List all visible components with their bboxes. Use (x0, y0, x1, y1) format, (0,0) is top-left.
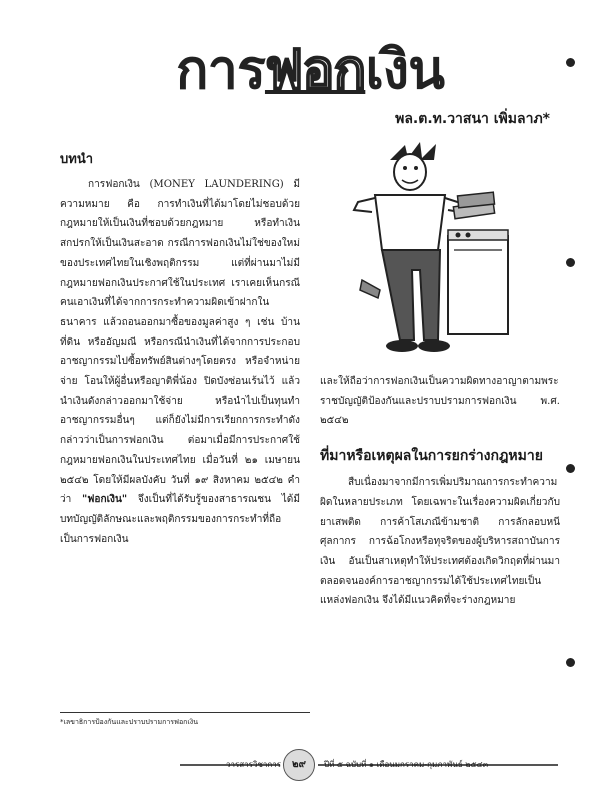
intro-text-lead: การฟอกเงิน (MONEY LAUNDERING) มีความหมาย คือ การทำเงินที่ได้มาโดยไม่ชอบด้วยกฎหมายให้เป็นเงินที่ชอบด้วยกฎหมาย หรือทำเงินสกปรกให้เป็นเงินสะอาด กรณีการฟอกเงินไม่ใช่ของใหม่ของประเทศไทยในเชิงพฤติกรรม แต่ที่ผ่านมาไม่มีกฎหมายฟอกเงินประกาศใช้ในประเทศ เราเคยเห็นกรณีคนเอาเงินที่ได้จากการกระทำความผิดเข้าฝากในธนาคาร แล้วถอนออกมาซื้อของมูลค่าสูง ๆ เช่น บ้าน ที่ดิน หรืออัญมณี หรือกรณีนำเงินที่ได้จากการประกอบอาชญากรรมไปซื้อทรัพย์สินต่างๆโดยตรง หรือจำหน่าย จ่าย โอนให้ผู้อื่นหรือญาติพี่น้อง ปิดบังซ่อนเร้นไว้ แล้วนำเงินดังกล่าวออกมาใช้จ่าย หรือนำไปเป็นทุนทำอาชญากรรมอื่นๆ แต่ก็ยังไม่มีการเรียกการกระทำดังกล่าวว่าเป็นการฟอกเงิน ต่อมาเมื่อมีการประกาศใช้กฎหมายฟอกเงินในประเทศไทย เมื่อวันที่ ๒๑ เมษายน ๒๕๔๒ โดยให้มีผลบังคับ วันที่ ๑๙ สิงหาคม ๒๕๔๒ คำว่า (60, 179, 300, 506)
page-footer (180, 752, 560, 776)
corner-dot-icon (566, 58, 575, 67)
section-text: สืบเนื่องมาจากมีการเพิ่มปริมาณการกระทำความผิดในหลายประเภท โดยเฉพาะในเรื่องความผิดเกี่ยวกับยาเสพติด การค้าโสเภณีข้ามชาติ การลักลอบหนีศุลกากร การฉ้อโกงหรือทุจริตของผู้บริหารสถาบันการเงิน อันเป็นสาเหตุทำให้ประเทศต้องเกิดวิกฤตที่ผ่านมา ตลอดจนองค์การอาชญากรรมได้ใช้ประเทศไทยเป็นแหล่งฟอกเงิน จึงได้มีแนวคิดที่จะร่างกฎหมาย (320, 477, 560, 607)
author-name: พล.ต.ท.วาสนา เพิ่มลาภ* (395, 111, 550, 127)
right-column (320, 372, 560, 611)
title-part-1: การ (175, 38, 265, 101)
intro-paragraph (60, 175, 300, 549)
section-heading: ที่มาหรือเหตุผลในการยกร่างกฎหมาย (320, 448, 543, 465)
margin-dot-icon (566, 464, 575, 473)
article-title (130, 26, 490, 112)
section-paragraph (320, 473, 560, 611)
footnote-divider (60, 712, 310, 713)
issue-info: ปีที่ ๕ ฉบับที่ ๑ เดือนมกราคม-กุมภาพันธ์ ๒๕๔๓ (324, 760, 489, 769)
intro-heading: บทนำ (60, 152, 94, 167)
page-number-badge: ๒๙ (283, 749, 315, 781)
footnote: *เลขาธิการป้องกันและปราบปรามการฟอกเงิน (60, 718, 198, 726)
left-column (60, 148, 300, 549)
intro-continuation: และให้ถือว่าการฟอกเงินเป็นความผิดทางอาญาตามพระราชบัญญัติป้องกันและปราบปรามการฟอกเงิน พ.ศ. ๒๕๔๒ (320, 376, 560, 427)
intro-text-tail: จึงเป็นที่ได้รับรู้ของสาธารณชน ได้มีบทบัญญัติลักษณะและพฤติกรรมของการกระทำที่ถือเป็นการฟอกเงิน (60, 494, 300, 545)
intro-term: "ฟอกเงิน" (82, 494, 128, 506)
title-part-2: เงิน (365, 38, 445, 101)
cartoon-man-washing-money-icon (350, 140, 520, 360)
journal-name: วารสารวิชาการ (226, 760, 281, 769)
title-highlight: ฟอก (264, 38, 366, 101)
margin-dot-icon (566, 658, 575, 667)
margin-dot-icon (566, 258, 575, 267)
